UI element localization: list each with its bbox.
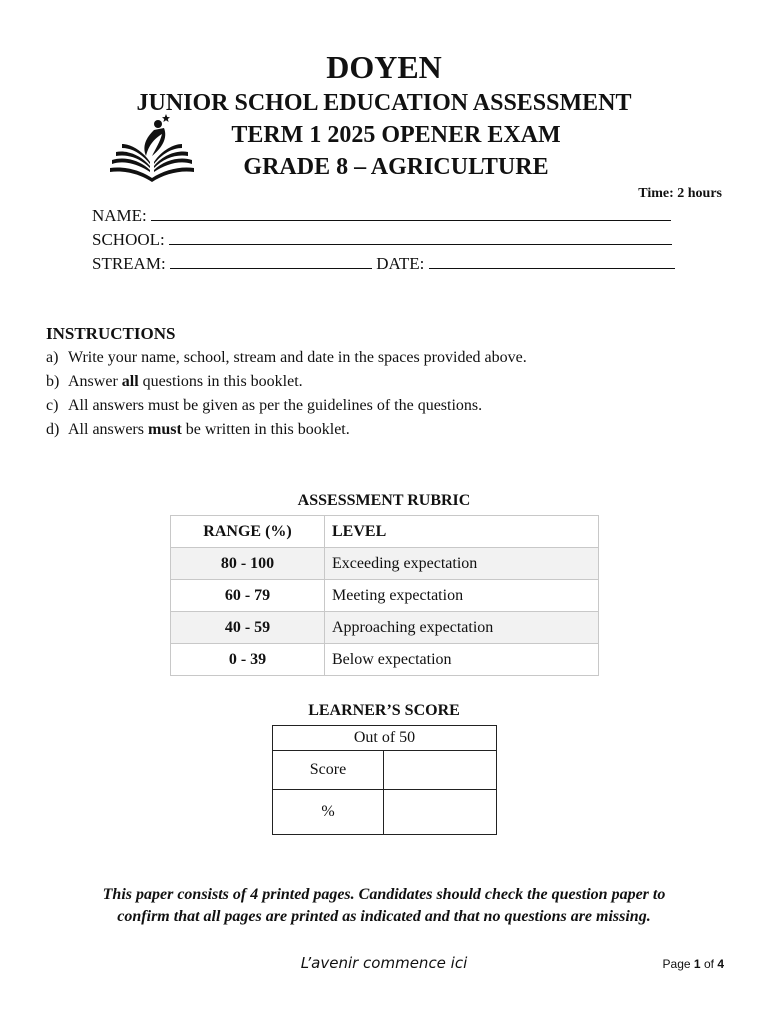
table-row <box>171 548 599 580</box>
name-label: NAME: <box>92 206 147 225</box>
table-row <box>171 612 599 644</box>
page-number: Page 1 of 4 <box>662 957 724 971</box>
pages-note: This paper consists of 4 printed pages. Candidates should check the question paper to confirm that all pages are printed as indicated and that no questions are missing. <box>102 886 666 925</box>
range-header: RANGE (%) <box>171 516 325 548</box>
range-cell: 40 - 59 <box>171 612 325 644</box>
time-allowed: Time: 2 hours <box>638 186 722 201</box>
level-cell: Approaching expectation <box>325 612 599 644</box>
range-cell: 60 - 79 <box>171 580 325 612</box>
level-header: LEVEL <box>325 516 599 548</box>
score-label: Score <box>273 751 384 790</box>
score-table <box>272 725 497 835</box>
school-label: SCHOOL: <box>92 230 165 249</box>
level-cell: Below expectation <box>325 644 599 676</box>
name-input-line[interactable] <box>151 204 671 221</box>
table-row <box>171 644 599 676</box>
stream-input-line[interactable] <box>170 252 372 269</box>
name-field <box>92 204 671 227</box>
level-cell: Meeting expectation <box>325 580 599 612</box>
school-motto: L’avenir commence ici <box>300 954 468 972</box>
rubric-title: ASSESSMENT RUBRIC <box>297 492 471 509</box>
assessment-title: JUNIOR SCHOL EDUCATION ASSESSMENT <box>136 90 632 116</box>
rubric-header-row <box>171 516 599 548</box>
level-cell: Exceeding expectation <box>325 548 599 580</box>
table-row <box>273 751 497 790</box>
stream-date-field <box>92 252 675 275</box>
range-cell: 0 - 39 <box>171 644 325 676</box>
school-field <box>92 228 672 251</box>
date-label: DATE: <box>376 254 425 273</box>
percent-value-cell[interactable] <box>384 790 497 835</box>
instructions-title: INSTRUCTIONS <box>46 324 176 343</box>
table-row <box>273 790 497 835</box>
table-row <box>171 580 599 612</box>
out-of-cell: Out of 50 <box>273 726 497 751</box>
instruction-item: b) Answer all questions in this booklet. <box>46 373 303 390</box>
stream-label: STREAM: <box>92 254 166 273</box>
rubric-table <box>170 515 599 676</box>
brand-title: DOYEN <box>326 49 442 85</box>
score-title: LEARNER’S SCORE <box>308 702 460 719</box>
date-input-line[interactable] <box>429 252 675 269</box>
percent-label: % <box>273 790 384 835</box>
exam-title: TERM 1 2025 OPENER EXAM <box>231 122 561 148</box>
school-input-line[interactable] <box>169 228 672 245</box>
range-cell: 80 - 100 <box>171 548 325 580</box>
subject-title: GRADE 8 – AGRICULTURE <box>243 154 549 180</box>
instruction-item: a) Write your name, school, stream and date in the spaces provided above. <box>46 349 527 366</box>
score-header-row <box>273 726 497 751</box>
instruction-item: d) All answers must be written in this booklet. <box>46 421 350 438</box>
score-value-cell[interactable] <box>384 751 497 790</box>
instruction-item: c) All answers must be given as per the guidelines of the questions. <box>46 397 483 414</box>
